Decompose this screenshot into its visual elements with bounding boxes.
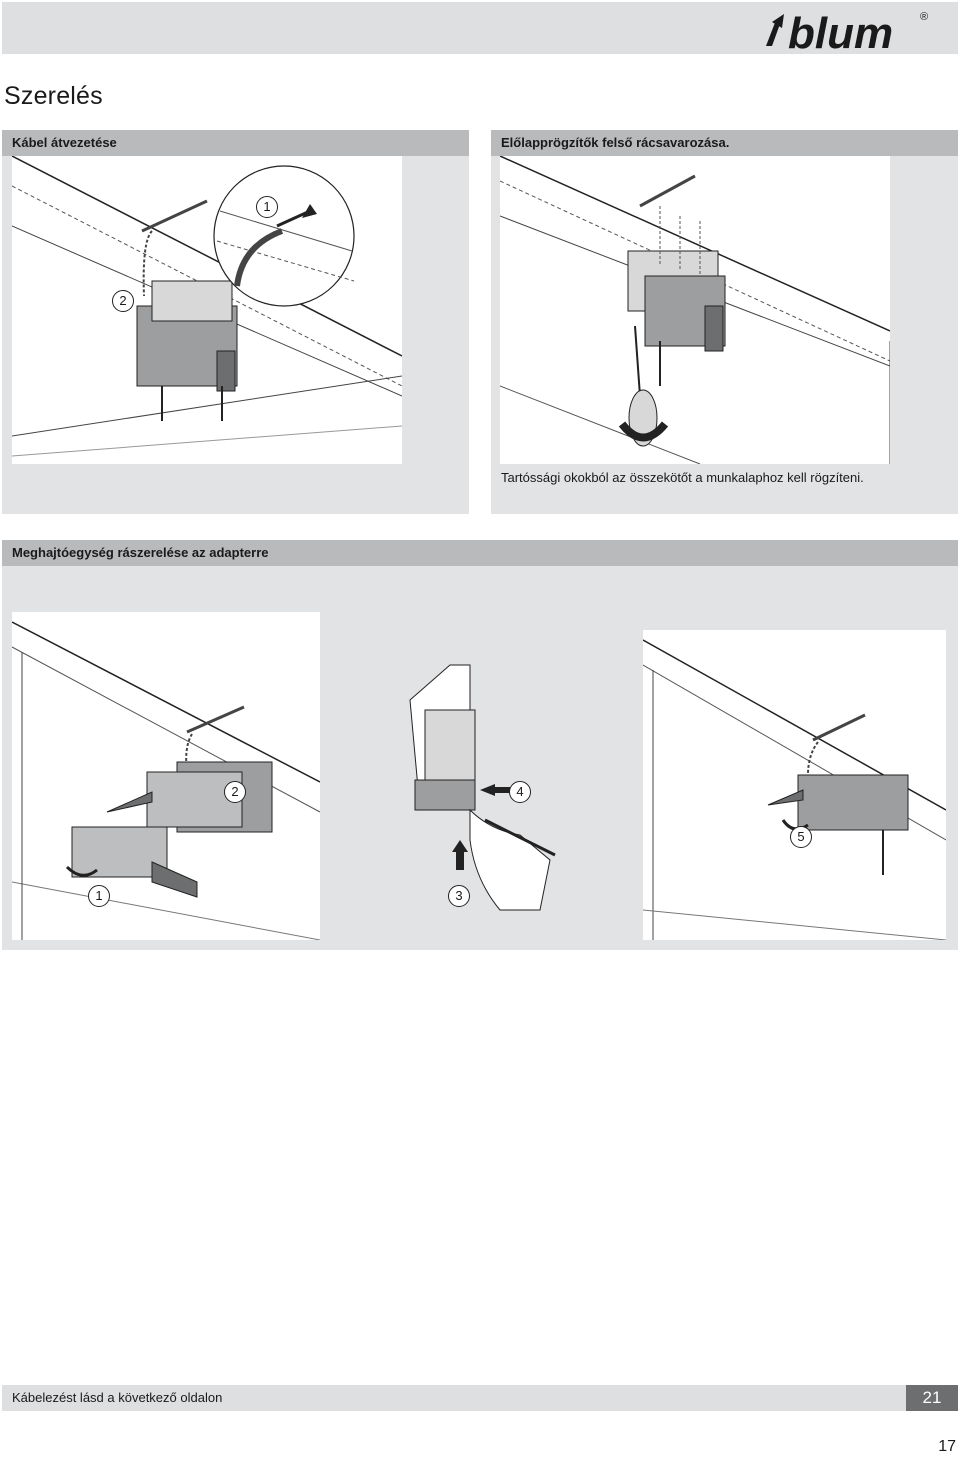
step-marker-drive-5: 5 [790,826,812,848]
figure-drive-mount-1 [12,612,320,940]
blum-logo [762,6,942,52]
section-title-drive-unit: Meghajtóegység rászerelése az adapterre [2,540,958,566]
section-title-screw-text: Előlapprögzítők felső rácsavarozása. [501,135,730,150]
registered-mark: ® [920,11,929,23]
figure-cable-routing [12,156,402,464]
figure-drive-mount-2 [643,630,946,940]
step-marker-2: 2 [112,290,134,312]
section-title-screw-fixing [491,130,958,156]
figure-top-screwing [500,156,890,464]
caption-screw-fixing: Tartóssági okokból az összekötőt a munkalaphoz kell rögzíteni. [501,470,864,485]
step-marker-drive-3: 3 [448,885,470,907]
step-marker-drive-2: 2 [224,781,246,803]
page-title: Szerelés [4,82,103,110]
section-title-cable: Kábel átvezetése [2,130,469,156]
step-marker-drive-4: 4 [509,781,531,803]
brand-text: blum [788,9,894,52]
step-marker-drive-1: 1 [88,885,110,907]
figure-drive-detail-hand [390,660,570,920]
page-number: 17 [938,1438,956,1455]
reference-page-box[interactable]: 21 [906,1385,958,1411]
footer-note: Kábelezést lásd a következő oldalon [2,1385,958,1411]
step-marker-1: 1 [256,196,278,218]
